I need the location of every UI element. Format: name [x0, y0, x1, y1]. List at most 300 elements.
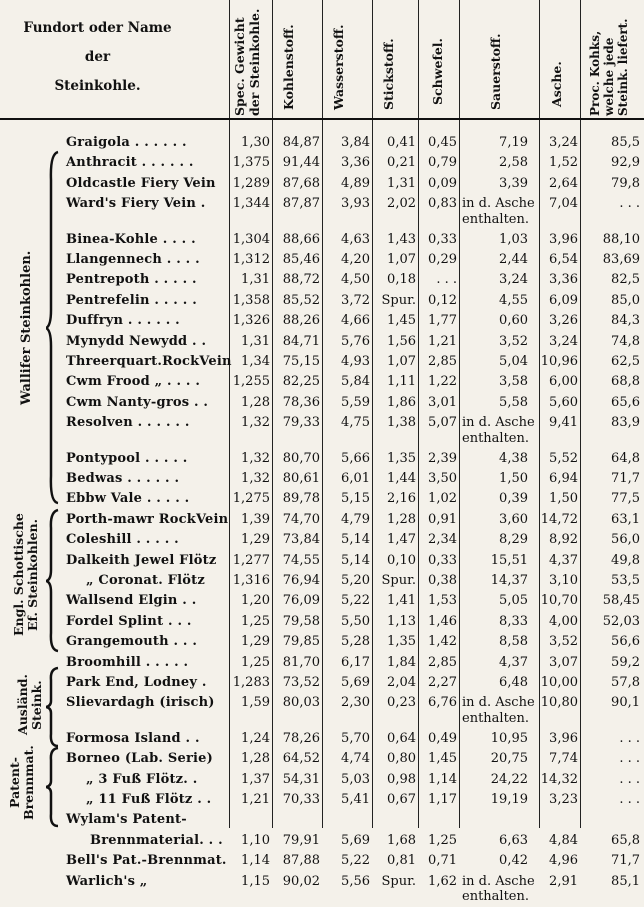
cell-g: 1,358 — [232, 292, 270, 308]
table-row — [0, 351, 644, 372]
table-row — [0, 809, 644, 830]
cell-p: 57,8 — [611, 675, 640, 690]
cell-s: 0,12 — [428, 292, 457, 308]
header-spec-gewicht — [232, 8, 262, 116]
cell-g: 1,34 — [241, 354, 270, 369]
row-name: Park End, Lodney . — [66, 675, 207, 690]
cell-p: 90,1 — [611, 695, 640, 711]
row-name: Duffryn . . . . . . — [66, 313, 180, 329]
cell-p: 79,8 — [611, 175, 640, 191]
cell-g: 1,15 — [241, 873, 270, 889]
cell-st: 0,41 — [387, 135, 416, 150]
cell-w: 4,66 — [341, 313, 370, 329]
cell-g: 1,25 — [241, 613, 270, 629]
cell-g: 1,29 — [241, 532, 270, 548]
row-name: Wylam's Patent- — [66, 812, 187, 828]
cell-w: 5,69 — [341, 832, 370, 848]
table-row — [0, 428, 644, 449]
cell-o: enthalten. — [462, 211, 529, 227]
row-name: „ 11 Fuß Flötz . . — [86, 792, 212, 807]
cell-st: 1,56 — [387, 333, 416, 349]
cell-a: 4,84 — [549, 832, 578, 848]
cell-p: 71,7 — [611, 853, 640, 869]
cell-p: 85,0 — [611, 292, 640, 308]
row-name: Broomhill . . . . . — [66, 654, 189, 670]
row-name: Bell's Pat.-Brennmat. — [66, 853, 227, 869]
header-wasserstoff: Wasserstoff. — [331, 24, 346, 110]
table-row — [0, 392, 644, 413]
cell-p: 88,10 — [602, 231, 640, 247]
cell-g: 1,30 — [241, 135, 270, 150]
cell-st: 0,23 — [387, 695, 416, 711]
table-row — [0, 830, 644, 851]
row-name: Coleshill . . . . . — [66, 532, 179, 548]
row-name: Resolven . . . . . . — [66, 415, 190, 431]
cell-g: 1,32 — [241, 450, 270, 466]
row-name: Pontypool . . . . . — [66, 450, 188, 466]
cell-w: 4,74 — [341, 751, 370, 767]
group-ausl-1: Ausländ. — [15, 674, 30, 736]
table-row — [0, 850, 644, 871]
row-name: Warlich's „ — [66, 873, 148, 889]
row-name: Dalkeith Jewel Flötz — [66, 552, 217, 568]
cell-k: 88,72 — [282, 272, 320, 288]
cell-p: 62,5 — [611, 354, 640, 369]
cell-o: 0,60 — [499, 313, 528, 329]
table-row — [0, 488, 644, 509]
cell-st: 2,04 — [387, 675, 416, 690]
cell-w: 4,89 — [341, 175, 370, 191]
cell-p: . . . — [619, 792, 640, 807]
header-coks-1: Proc. Kohks, — [588, 30, 602, 116]
row-name: Cwm Nanty-gros . . — [66, 394, 209, 410]
cell-o: 3,52 — [499, 333, 528, 349]
cell-w: 3,36 — [341, 155, 370, 171]
cell-s: 1,02 — [428, 491, 457, 507]
table-row — [0, 886, 644, 907]
cell-o: 5,05 — [499, 593, 528, 609]
cell-s: 1,25 — [428, 832, 457, 848]
header-name — [20, 6, 175, 124]
table-row — [0, 310, 644, 331]
cell-s: 2,39 — [428, 450, 457, 466]
cell-k: 84,71 — [282, 333, 320, 349]
cell-p: 74,8 — [611, 333, 640, 349]
cell-a: 14,72 — [540, 511, 578, 527]
cell-p: 71,7 — [611, 471, 640, 486]
cell-w: 5,03 — [341, 771, 370, 787]
cell-w: 4,20 — [341, 252, 370, 267]
cell-o: in d. Asche — [462, 415, 535, 431]
cell-o: 10,95 — [490, 730, 528, 746]
cell-st: 0,81 — [387, 853, 416, 869]
cell-o: 3,58 — [499, 374, 528, 390]
cell-g: 1,31 — [241, 333, 270, 349]
cell-w: 3,72 — [341, 292, 370, 308]
cell-k: 90,02 — [282, 873, 320, 889]
group-scot-2: Ef. Steinkohlen. — [25, 519, 40, 631]
group-ausl-2: Steink. — [29, 680, 44, 730]
cell-g: 1,28 — [241, 751, 270, 767]
cell-g: 1,29 — [241, 634, 270, 650]
cell-o: in d. Asche — [462, 196, 535, 212]
header-name-line2: der — [84, 49, 111, 65]
cell-k: 79,91 — [282, 832, 320, 848]
row-name: Ward's Fiery Vein . — [66, 196, 206, 212]
cell-a: 6,94 — [549, 471, 578, 486]
cell-k: 80,61 — [282, 471, 320, 486]
row-name: „ 3 Fuß Flötz. . — [86, 771, 198, 787]
cell-p: 92,9 — [611, 155, 640, 171]
cell-w: 4,79 — [341, 511, 370, 527]
cell-st: 0,67 — [387, 792, 416, 807]
cell-w: 3,93 — [341, 196, 370, 212]
cell-s: 0,29 — [428, 252, 457, 267]
cell-k: 80,03 — [282, 695, 320, 711]
cell-g: 1,275 — [232, 491, 270, 507]
cell-k: 73,52 — [282, 675, 320, 690]
cell-p: 85,1 — [611, 873, 640, 889]
cell-w: 4,50 — [341, 272, 370, 288]
cell-st: 0,21 — [387, 155, 416, 171]
cell-st: 1,11 — [387, 374, 416, 390]
cell-p: 65,8 — [611, 832, 640, 848]
row-name: Brennmaterial. . . — [90, 832, 223, 848]
cell-st: Spur. — [381, 292, 416, 308]
cell-g: 1,20 — [241, 593, 270, 609]
cell-s: 1,45 — [428, 751, 457, 767]
cell-k: 88,26 — [282, 313, 320, 329]
cell-s: 1,46 — [428, 613, 457, 629]
row-name: „ Coronat. Flötz — [86, 573, 205, 588]
cell-a: 6,09 — [549, 292, 578, 308]
cell-o: 8,58 — [499, 634, 528, 650]
cell-p: 59,2 — [611, 654, 640, 670]
cell-o: 5,58 — [499, 394, 528, 410]
cell-g: 1,31 — [241, 272, 270, 288]
cell-w: 5,69 — [341, 675, 370, 690]
cell-o: 2,44 — [499, 252, 528, 267]
cell-k: 79,58 — [282, 613, 320, 629]
cell-st: 1,28 — [387, 511, 416, 527]
cell-k: 81,70 — [282, 654, 320, 670]
cell-p: 83,69 — [602, 252, 640, 267]
cell-s: 2,27 — [428, 675, 457, 690]
cell-s: 3,50 — [428, 471, 457, 486]
cell-s: 0,83 — [428, 196, 457, 212]
cell-p: 85,5 — [611, 135, 640, 150]
cell-k: 54,31 — [282, 771, 320, 787]
cell-s: 0,09 — [428, 175, 457, 191]
cell-o: 6,63 — [499, 832, 528, 848]
cell-a: 3,24 — [549, 135, 578, 150]
row-name: Grangemouth . . . — [66, 634, 198, 650]
cell-k: 84,87 — [282, 135, 320, 150]
cell-s: 1,22 — [428, 374, 457, 390]
cell-a: 7,04 — [549, 196, 578, 212]
cell-w: 5,59 — [341, 394, 370, 410]
cell-p: 65,6 — [611, 394, 640, 410]
row-name: Mynydd Newydd . . — [66, 333, 207, 349]
cell-st: 1,13 — [387, 613, 416, 629]
row-name: Cwm Frood „ . . . . — [66, 374, 201, 390]
cell-st: Spur. — [381, 573, 416, 588]
cell-k: 87,68 — [282, 175, 320, 191]
header-name-line1: Fundort oder Name — [23, 20, 172, 36]
cell-o: 1,03 — [499, 231, 528, 247]
header-schwefel: Schwefel. — [430, 38, 445, 105]
cell-p: 68,8 — [611, 374, 640, 390]
table-row — [0, 728, 644, 749]
cell-st: 1,31 — [387, 175, 416, 191]
cell-g: 1,283 — [232, 675, 270, 690]
cell-p: 82,5 — [611, 272, 640, 288]
cell-st: 1,86 — [387, 394, 416, 410]
table-row — [0, 509, 644, 530]
cell-st: 1,38 — [387, 415, 416, 431]
row-name: Borneo (Lab. Serie) — [66, 751, 213, 767]
table-row — [0, 652, 644, 673]
cell-w: 6,01 — [341, 471, 370, 486]
cell-p: 63,1 — [611, 511, 640, 527]
cell-a: 14,32 — [540, 771, 578, 787]
cell-w: 5,22 — [341, 853, 370, 869]
group-scot-1: Engl. Schottische — [11, 513, 26, 637]
cell-g: 1,32 — [241, 471, 270, 486]
cell-s: 6,76 — [428, 695, 457, 711]
cell-o: 0,39 — [499, 491, 528, 507]
cell-st: 2,02 — [387, 196, 416, 212]
cell-p: . . . — [619, 730, 640, 746]
row-name: Anthracit . . . . . . — [66, 155, 194, 171]
row-name: Porth-mawr RockVein — [66, 511, 229, 527]
cell-st: 0,18 — [387, 272, 416, 288]
table-row — [0, 672, 644, 693]
cell-p: 52,03 — [602, 613, 640, 629]
cell-s: 1,62 — [428, 873, 457, 889]
table-row — [0, 789, 644, 810]
cell-k: 85,46 — [282, 252, 320, 267]
cell-a: 3,96 — [549, 231, 578, 247]
cell-st: 0,80 — [387, 751, 416, 767]
cell-o: in d. Asche — [462, 695, 535, 711]
cell-o: enthalten. — [462, 710, 529, 726]
cell-w: 5,14 — [341, 552, 370, 568]
cell-s: 0,33 — [428, 552, 457, 568]
cell-w: 4,75 — [341, 415, 370, 431]
cell-w: 5,76 — [341, 333, 370, 349]
cell-p: 77,5 — [611, 491, 640, 507]
cell-p: 53,5 — [611, 573, 640, 588]
table-row — [0, 331, 644, 352]
row-name: Ebbw Vale . . . . . — [66, 491, 190, 507]
table-row — [0, 748, 644, 769]
cell-p: 64,8 — [611, 450, 640, 466]
cell-o: 6,48 — [499, 675, 528, 690]
cell-o: 0,42 — [499, 853, 528, 869]
cell-o: 4,37 — [499, 654, 528, 670]
cell-g: 1,10 — [241, 832, 270, 848]
cell-g: 1,32 — [241, 415, 270, 431]
cell-a: 3,23 — [549, 792, 578, 807]
cell-w: 5,84 — [341, 374, 370, 390]
table-row — [0, 249, 644, 270]
row-name: Pentrepoth . . . . . — [66, 272, 197, 288]
cell-a: 5,60 — [549, 394, 578, 410]
cell-p: . . . — [619, 751, 640, 767]
cell-s: 1,17 — [428, 792, 457, 807]
cell-k: 76,94 — [282, 573, 320, 588]
cell-p: 56,0 — [611, 532, 640, 548]
cell-k: 78,36 — [282, 394, 320, 410]
cell-s: 1,14 — [428, 771, 457, 787]
table-row — [0, 570, 644, 591]
cell-o: 8,29 — [499, 532, 528, 548]
cell-p: 83,9 — [611, 415, 640, 431]
cell-g: 1,326 — [232, 313, 270, 329]
cell-a: 2,64 — [549, 175, 578, 191]
cell-st: 1,35 — [387, 450, 416, 466]
cell-o: enthalten. — [462, 430, 529, 446]
row-name: Threerquart.RockVein — [66, 354, 232, 369]
cell-g: 1,375 — [232, 155, 270, 171]
row-name: Graigola . . . . . . — [66, 135, 187, 150]
cell-w: 5,41 — [341, 792, 370, 807]
cell-o: enthalten. — [462, 889, 529, 904]
cell-a: 3,52 — [549, 634, 578, 650]
cell-a: 6,00 — [549, 374, 578, 390]
cell-g: 1,344 — [232, 196, 270, 212]
cell-s: 1,53 — [428, 593, 457, 609]
cell-w: 5,66 — [341, 450, 370, 466]
header-coks-3: Steink. liefert. — [616, 18, 630, 116]
header-spec-gewicht-2: der Steinkohle. — [247, 8, 262, 116]
cell-o: 3,60 — [499, 511, 528, 527]
cell-g: 1,25 — [241, 654, 270, 670]
cell-o: 5,04 — [499, 354, 528, 369]
cell-w: 3,84 — [341, 135, 370, 150]
cell-k: 80,70 — [282, 450, 320, 466]
row-name: Bedwas . . . . . . — [66, 471, 180, 486]
cell-o: 4,38 — [499, 450, 528, 466]
cell-w: 5,56 — [341, 873, 370, 889]
cell-k: 91,44 — [282, 155, 320, 171]
cell-s: 1,77 — [428, 313, 457, 329]
cell-w: 6,17 — [341, 654, 370, 670]
cell-st: Spur. — [381, 873, 416, 889]
header-spec-gewicht-1: Spec. Gewicht — [232, 17, 247, 116]
cell-w: 5,28 — [341, 634, 370, 650]
cell-k: 87,88 — [282, 853, 320, 869]
row-name: Wallsend Elgin . . — [66, 593, 197, 609]
table-row — [0, 290, 644, 311]
table-row — [0, 448, 644, 469]
cell-k: 74,55 — [282, 552, 320, 568]
cell-st: 1,07 — [387, 252, 416, 267]
row-name: Binea-Kohle . . . . — [66, 231, 196, 247]
cell-p: 49,8 — [611, 552, 640, 568]
cell-a: 8,92 — [549, 532, 578, 548]
table-row — [0, 590, 644, 611]
cell-g: 1,304 — [232, 231, 270, 247]
cell-g: 1,255 — [232, 374, 270, 390]
cell-st: 1,43 — [387, 231, 416, 247]
table-row — [0, 769, 644, 790]
row-name: Slievardagh (irisch) — [66, 695, 215, 711]
cell-st: 1,07 — [387, 354, 416, 369]
cell-s: 1,21 — [428, 333, 457, 349]
cell-p: . . . — [619, 196, 640, 212]
cell-o: 2,58 — [499, 155, 528, 171]
cell-k: 85,52 — [282, 292, 320, 308]
cell-o: 1,50 — [499, 471, 528, 486]
cell-o: 7,19 — [499, 135, 528, 150]
cell-s: . . . — [436, 272, 457, 288]
table-row — [0, 371, 644, 392]
group-patent-2: Brennmat. — [21, 745, 36, 820]
header-stickstoff: Stickstoff. — [381, 38, 396, 110]
cell-st: 0,64 — [387, 730, 416, 746]
cell-a: 4,37 — [549, 552, 578, 568]
cell-w: 5,14 — [341, 532, 370, 548]
cell-o: 14,37 — [490, 573, 528, 588]
cell-st: 0,98 — [387, 771, 416, 787]
cell-k: 70,33 — [282, 792, 320, 807]
cell-st: 1,47 — [387, 532, 416, 548]
cell-a: 10,00 — [540, 675, 578, 690]
header-asche: Asche. — [549, 61, 564, 107]
header-rule — [0, 118, 644, 120]
row-name: Fordel Splint . . . — [66, 613, 192, 629]
cell-s: 0,79 — [428, 155, 457, 171]
cell-a: 3,26 — [549, 313, 578, 329]
cell-k: 88,66 — [282, 231, 320, 247]
row-name: Llangennech . . . . — [66, 252, 200, 267]
cell-a: 3,24 — [549, 333, 578, 349]
cell-a: 4,96 — [549, 853, 578, 869]
table-row — [0, 229, 644, 250]
cell-a: 10,80 — [540, 695, 578, 711]
table-row — [0, 132, 644, 153]
header-coks — [588, 8, 630, 116]
cell-a: 1,52 — [549, 155, 578, 171]
cell-k: 79,85 — [282, 634, 320, 650]
cell-s: 0,38 — [428, 573, 457, 588]
cell-p: 58,45 — [602, 593, 640, 609]
cell-w: 4,63 — [341, 231, 370, 247]
cell-a: 9,41 — [549, 415, 578, 431]
cell-st: 1,45 — [387, 313, 416, 329]
cell-w: 5,20 — [341, 573, 370, 588]
cell-a: 5,52 — [549, 450, 578, 466]
cell-g: 1,59 — [241, 695, 270, 711]
cell-st: 0,10 — [387, 552, 416, 568]
cell-g: 1,312 — [232, 252, 270, 267]
group-wales: Wallifer Steinkohlen. — [19, 250, 34, 405]
cell-o: 19,19 — [490, 792, 528, 807]
cell-g: 1,14 — [241, 853, 270, 869]
cell-o: 8,33 — [499, 613, 528, 629]
cell-w: 2,30 — [341, 695, 370, 711]
cell-g: 1,24 — [241, 730, 270, 746]
header-sauerstoff: Sauerstoff. — [488, 33, 503, 110]
cell-k: 89,78 — [282, 491, 320, 507]
cell-o: 4,55 — [499, 292, 528, 308]
cell-a: 7,74 — [549, 751, 578, 767]
cell-g: 1,289 — [232, 175, 270, 191]
row-name: Oldcastle Fiery Vein — [66, 175, 216, 191]
cell-st: 1,35 — [387, 634, 416, 650]
